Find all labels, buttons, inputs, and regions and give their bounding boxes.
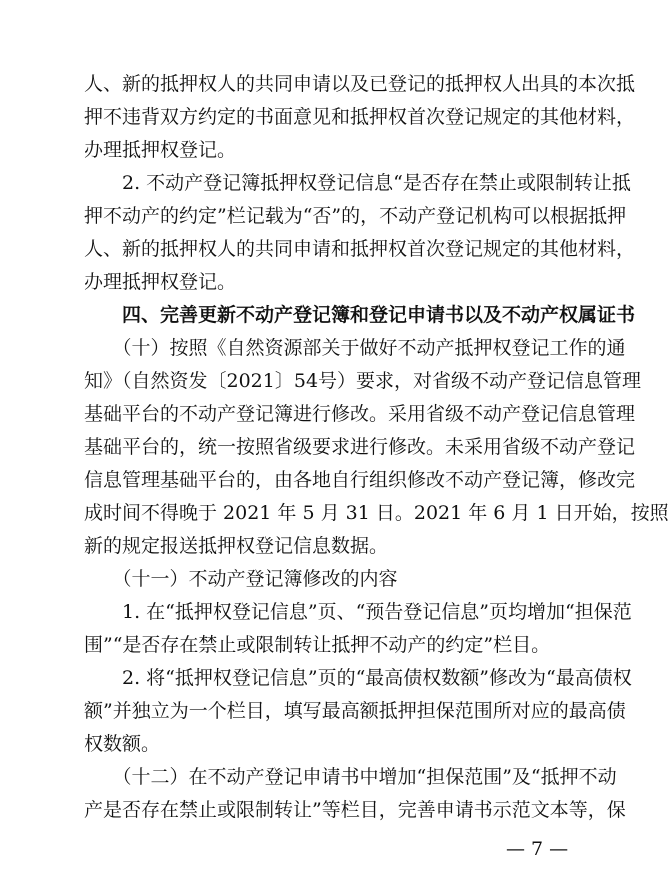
section-heading: 四、完善更新不动产登记簿和登记申请书以及不动产权属证书 [84,304,636,326]
text-line: 成时间不得晚于 2021 年 5 月 31 日。2021 年 6 月 1 日开始，按照 [84,502,669,524]
text-line: 1. 在“抵押权登记信息”页、“预告登记信息”页均增加“担保范 [84,601,632,623]
text-line: 人、新的抵押权人的共同申请和抵押权首次登记规定的其他材料， [84,238,636,260]
text-line: 办理抵押权登记。 [84,271,237,293]
text-line: 围”“是否存在禁止或限制转让抵押不动产的约定”栏目。 [84,634,551,656]
text-line: 2. 不动产登记簿抵押权登记信息“是否存在禁止或限制转让抵 [84,172,631,194]
text-line: 押不动产的约定”栏记载为“否”的，不动产登记机构可以根据抵押 [84,205,627,227]
text-line: （十）按照《自然资源部关于做好不动产抵押权登记工作的通 [84,337,626,359]
text-line: 基础平台的，统一按照省级要求进行修改。未采用省级不动产登记 [84,436,636,458]
text-line: 办理抵押权登记。 [84,139,237,161]
text-line: 权数额。 [84,733,161,755]
text-line: （十二）在不动产登记申请书中增加“担保范围”及“抵押不动 [84,766,617,788]
text-line: 基础平台的不动产登记簿进行修改。采用省级不动产登记信息管理 [84,403,636,425]
text-line: 2. 将“抵押权登记信息”页的“最高债权数额”修改为“最高债权 [84,667,632,689]
page-number: — 7 — [506,838,569,860]
subsection-heading: （十一）不动产登记簿修改的内容 [84,568,398,590]
text-line: 信息管理基础平台的，由各地自行组织修改不动产登记簿，修改完 [84,469,636,491]
text-line: 新的规定报送抵押权登记信息数据。 [84,535,389,557]
text-line: 额”并独立为一个栏目，填写最高额抵押担保范围所对应的最高债 [84,700,626,722]
text-line: 知》（自然资发〔2021〕54号）要求，对省级不动产登记信息管理 [84,370,642,392]
text-line: 押不违背双方约定的书面意见和抵押权首次登记规定的其他材料， [84,106,636,128]
text-line: 人、新的抵押权人的共同申请以及已登记的抵押权人出具的本次抵 [84,73,636,95]
text-line: 产是否存在禁止或限制转让”等栏目，完善申请书示范文本等，保 [84,799,626,821]
